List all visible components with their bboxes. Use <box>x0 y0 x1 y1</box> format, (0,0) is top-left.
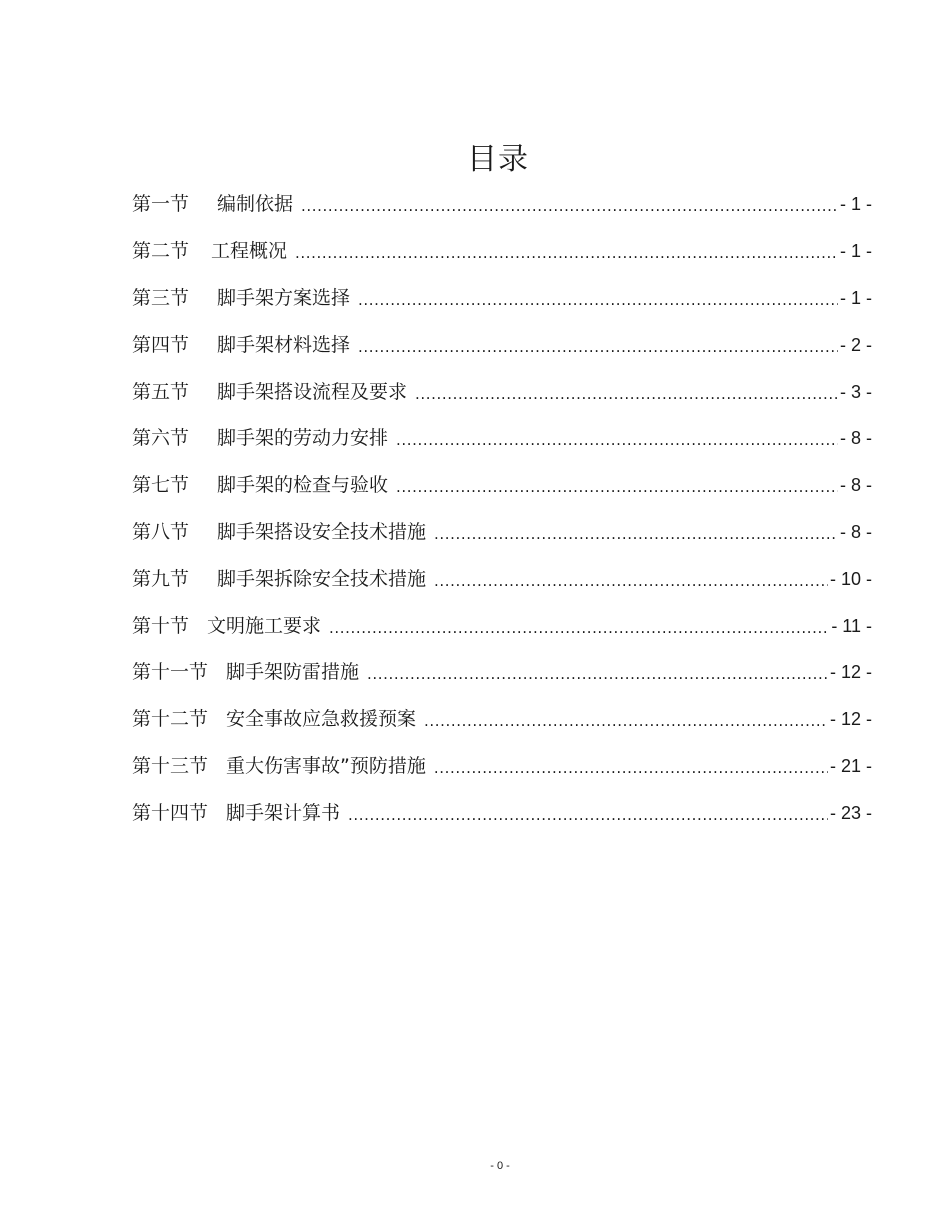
toc-entry-page: - 8 - <box>839 521 872 542</box>
toc-entry-title: 工程概况 <box>211 240 288 263</box>
toc-entry-title: 安全事故应急救援预案 <box>226 708 417 731</box>
toc-entry[interactable] <box>132 181 872 228</box>
toc-entry-number: 第四节 <box>132 333 190 356</box>
toc-dot-leader <box>396 423 838 453</box>
toc-entry-page: - 21 - <box>829 755 872 776</box>
toc-entry-title: 脚手架计算书 <box>226 801 341 824</box>
toc-entry-page: - 3 - <box>839 381 872 402</box>
toc-entry[interactable] <box>132 743 872 790</box>
toc-entry-number: 第十节 <box>132 614 190 637</box>
toc-entry-number: 第十二节 <box>132 708 209 731</box>
toc-entry[interactable] <box>132 368 872 415</box>
toc-entry[interactable] <box>132 275 872 322</box>
toc-entry-number: 第一节 <box>132 193 190 216</box>
table-of-contents <box>132 181 872 836</box>
toc-entry-page: - 11 - <box>831 615 872 636</box>
toc-entry[interactable] <box>132 789 872 836</box>
toc-entry-title: 重大伤害事故”预防措施 <box>226 754 426 777</box>
toc-entry-page: - 1 - <box>839 194 872 215</box>
toc-title: 目录 <box>467 142 529 177</box>
toc-dot-leader <box>358 330 838 360</box>
toc-entry-title: 脚手架材料选择 <box>217 333 351 356</box>
toc-entry-page: - 8 - <box>839 428 872 449</box>
toc-entry-page: - 12 - <box>829 709 872 730</box>
toc-entry[interactable] <box>132 228 872 275</box>
toc-entry-title: 脚手架的检查与验收 <box>217 474 389 497</box>
toc-dot-leader <box>295 236 838 266</box>
toc-dot-leader <box>358 283 838 313</box>
toc-entry-number: 第七节 <box>132 474 190 497</box>
toc-entry-title: 脚手架方案选择 <box>217 286 351 309</box>
toc-dot-leader <box>348 798 828 828</box>
toc-entry[interactable] <box>132 415 872 462</box>
toc-entry-number: 第五节 <box>132 380 190 403</box>
toc-entry-number: 第八节 <box>132 520 190 543</box>
toc-entry-title: 文明施工要求 <box>207 614 322 637</box>
toc-entry[interactable] <box>132 462 872 509</box>
toc-entry-title: 脚手架防雷措施 <box>226 661 360 684</box>
toc-entry[interactable] <box>132 509 872 556</box>
toc-entry-title: 脚手架拆除安全技术措施 <box>217 567 427 590</box>
toc-entry-page: - 2 - <box>839 334 872 355</box>
toc-entry-number: 第九节 <box>132 567 190 590</box>
toc-entry-number: 第十一节 <box>132 661 209 684</box>
toc-entry[interactable] <box>132 602 872 649</box>
toc-dot-leader <box>424 704 828 734</box>
toc-entry-title: 编制依据 <box>217 193 294 216</box>
toc-entry-title: 脚手架搭设安全技术措施 <box>217 520 427 543</box>
toc-entry-page: - 8 - <box>839 475 872 496</box>
toc-entry-number: 第二节 <box>132 240 190 263</box>
toc-entry-number: 第十四节 <box>132 801 209 824</box>
toc-entry-page: - 23 - <box>829 802 872 823</box>
toc-entry-number: 第十三节 <box>132 754 209 777</box>
toc-entry-number: 第三节 <box>132 286 190 309</box>
toc-entry-title: 脚手架的劳动力安排 <box>217 427 389 450</box>
toc-dot-leader <box>396 470 838 500</box>
toc-entry-page: - 1 - <box>839 287 872 308</box>
toc-dot-leader <box>434 564 828 594</box>
toc-entry-title: 脚手架搭设流程及要求 <box>217 380 408 403</box>
toc-entry[interactable] <box>132 555 872 602</box>
toc-dot-leader <box>301 189 838 219</box>
toc-dot-leader <box>434 517 838 547</box>
toc-entry[interactable] <box>132 696 872 743</box>
toc-entry-page: - 1 - <box>839 241 872 262</box>
toc-entry-number: 第六节 <box>132 427 190 450</box>
toc-entry[interactable] <box>132 321 872 368</box>
toc-dot-leader <box>329 611 829 641</box>
toc-entry-page: - 12 - <box>829 662 872 683</box>
page-number-footer: - 0 - <box>490 1160 510 1172</box>
toc-dot-leader <box>367 657 828 687</box>
toc-dot-leader <box>434 751 828 781</box>
toc-entry-page: - 10 - <box>829 568 872 589</box>
toc-dot-leader <box>415 377 838 407</box>
toc-entry[interactable] <box>132 649 872 696</box>
